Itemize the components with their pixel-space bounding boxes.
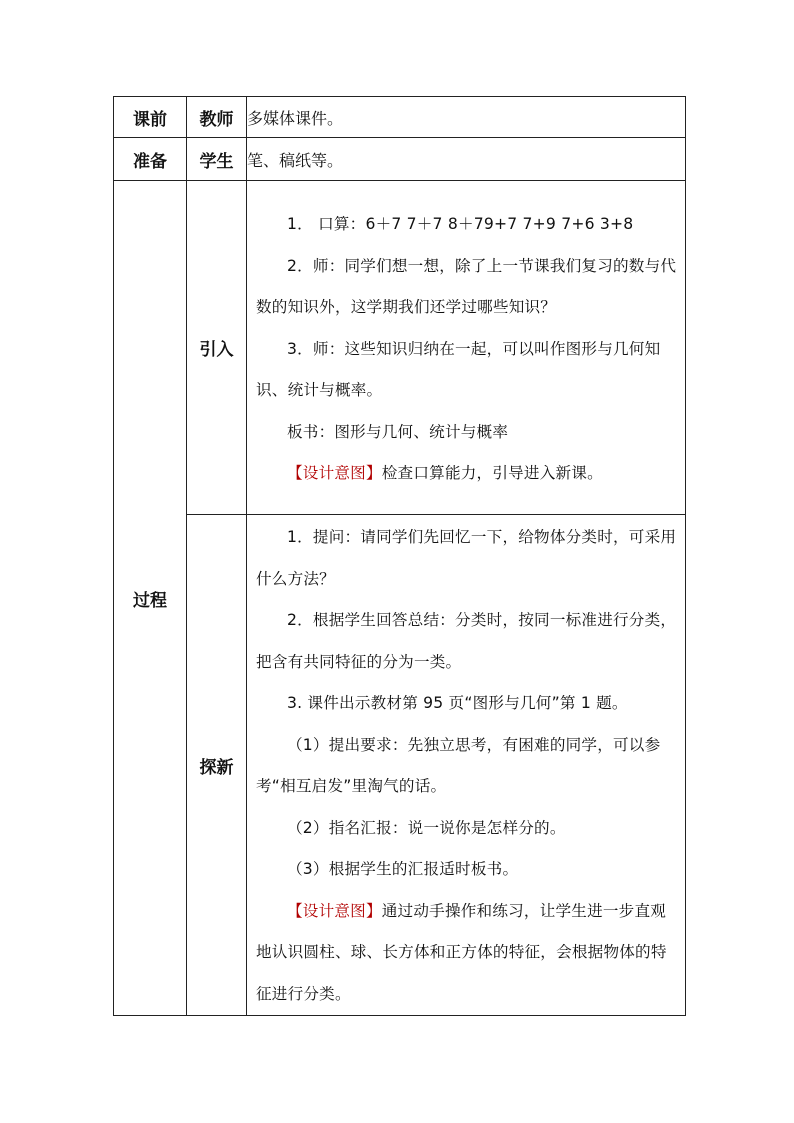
intro-paragraph-3: 3．师：这些知识归纳在一起，可以叫作图形与几何知识、统计与概率。 [256, 339, 661, 400]
explore-paragraph-2: 2．根据学生回答总结：分类时，按同一标准进行分类，把含有共同特征的分为一类。 [256, 611, 677, 671]
intro-paragraph-4: 板书：图形与几何、统计与概率 [287, 422, 509, 441]
lesson-plan-table [113, 96, 686, 1016]
prep-header-bottom: 准备 [114, 138, 187, 181]
student-label: 学生 [187, 138, 247, 181]
intro-design-intent [256, 453, 681, 495]
explore-paragraph-5: （2）指名汇报：说一说你是怎样分的。 [287, 818, 566, 837]
explore-label: 探新 [187, 515, 247, 1016]
intro-paragraph-1: 1． 口算：6＋7 7＋7 8＋79+7 7+9 7+6 3+8 [287, 215, 634, 234]
explore-design-intent [256, 891, 681, 1016]
design-intent-tag: 【设计意图】 [287, 901, 382, 920]
intro-content [247, 181, 686, 515]
explore-paragraph-6: （3）根据学生的汇报适时板书。 [287, 860, 519, 878]
teacher-text: 多媒体课件。 [247, 97, 686, 138]
student-text: 笔、稿纸等。 [247, 138, 686, 181]
prep-header-top: 课前 [114, 97, 187, 138]
explore-paragraph-1: 1．提问：请同学们先回忆一下，给物体分类时，可采用什么方法？ [256, 528, 677, 588]
teacher-label: 教师 [187, 97, 247, 138]
process-header: 过程 [114, 181, 187, 1016]
design-intent-text: 通过动手操作和练习，让学生进一步直观地认识圆柱、球、长方体和正方体的特征，会根据物体的特征进行分类。 [256, 901, 667, 1003]
explore-paragraph-3: 3. 课件出示教材第 95 页“图形与几何”第 1 题。 [287, 694, 628, 712]
design-intent-tag: 【设计意图】 [287, 464, 382, 483]
explore-content [247, 515, 686, 1016]
intro-paragraph-2: 2．师：同学们想一想，除了上一节课我们复习的数与代数的知识外，这学期我们还学过哪些知识？ [256, 256, 677, 317]
design-intent-text: 检查口算能力，引导进入新课。 [381, 464, 603, 483]
explore-paragraph-4: （1）提出要求：先独立思考，有困难的同学，可以参考“相互启发”里淘气的话。 [256, 735, 661, 795]
intro-label: 引入 [187, 181, 247, 515]
